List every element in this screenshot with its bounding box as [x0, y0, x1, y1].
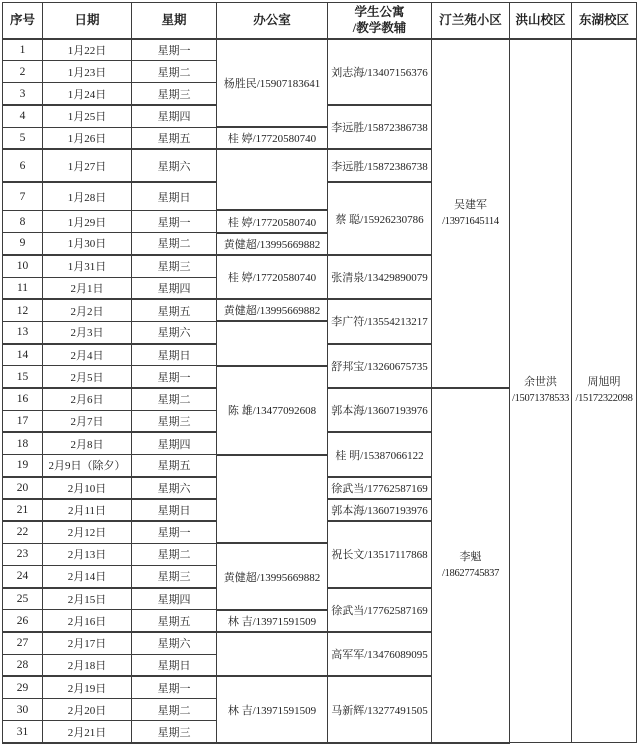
apartment-duty-cell: 徐武当/17762587169	[328, 588, 432, 632]
weekday-cell: 星期二	[132, 233, 217, 255]
duty-schedule-table	[2, 2, 637, 744]
weekday-cell: 星期三	[132, 410, 217, 432]
row-number-cell: 14	[3, 344, 43, 366]
date-cell: 2月9日（除夕）	[43, 455, 132, 477]
row-number-cell: 16	[3, 388, 43, 410]
tinglanyuan-duty-cell-phone: /13971645114	[442, 215, 499, 227]
weekday-cell: 星期二	[132, 388, 217, 410]
row-number-cell: 1	[3, 39, 43, 61]
row-number-cell: 29	[3, 676, 43, 698]
hongshan-duty-cell-phone: /15071378533	[511, 393, 570, 405]
date-cell: 2月21日	[43, 721, 132, 743]
weekday-cell: 星期六	[132, 321, 217, 343]
row-number-cell: 27	[3, 632, 43, 654]
row-number-cell: 31	[3, 721, 43, 743]
weekday-cell: 星期二	[132, 699, 217, 721]
weekday-cell: 星期二	[132, 543, 217, 565]
apartment-duty-cell: 桂 明/15387066122	[328, 432, 432, 476]
row-number-cell: 28	[3, 654, 43, 676]
weekday-cell: 星期日	[132, 182, 217, 210]
row-number-cell: 9	[3, 233, 43, 255]
col-header-hongshan: 洪山校区	[510, 3, 572, 39]
date-cell: 2月14日	[43, 565, 132, 587]
weekday-cell: 星期五	[132, 610, 217, 632]
date-cell: 2月17日	[43, 632, 132, 654]
donghu-duty-cell	[572, 39, 637, 743]
date-cell: 1月30日	[43, 233, 132, 255]
weekday-cell: 星期一	[132, 676, 217, 698]
col-header-date: 日期	[43, 3, 132, 39]
row-number-cell: 12	[3, 299, 43, 321]
weekday-cell: 星期五	[132, 127, 217, 149]
apartment-duty-cell: 李广符/13554213217	[328, 299, 432, 343]
row-number-cell: 24	[3, 565, 43, 587]
tinglanyuan-duty-cell-phone: /18627745837	[441, 567, 500, 579]
tinglanyuan-duty-cell	[432, 388, 510, 743]
office-duty-cell	[217, 149, 328, 210]
apartment-duty-cell: 郭本海/13607193976	[328, 388, 432, 432]
office-duty-cell: 黄健超/13995669882	[217, 543, 328, 610]
date-cell: 1月27日	[43, 149, 132, 182]
row-number-cell: 7	[3, 182, 43, 210]
donghu-duty-cell-phone: /15172322098	[575, 393, 633, 405]
row-number-cell: 8	[3, 210, 43, 232]
donghu-duty-cell-name: 周旭明	[587, 376, 621, 389]
weekday-cell: 星期四	[132, 432, 217, 454]
date-cell: 1月26日	[43, 127, 132, 149]
weekday-cell: 星期六	[132, 477, 217, 499]
date-cell: 2月6日	[43, 388, 132, 410]
weekday-cell: 星期五	[132, 455, 217, 477]
date-cell: 2月18日	[43, 654, 132, 676]
weekday-cell: 星期一	[132, 210, 217, 232]
office-duty-cell: 黄健超/13995669882	[217, 299, 328, 321]
date-cell: 1月24日	[43, 83, 132, 105]
weekday-cell: 星期四	[132, 277, 217, 299]
apartment-duty-cell: 祝长文/13517117868	[328, 521, 432, 588]
apartment-duty-cell: 刘志海/13407156376	[328, 39, 432, 106]
apartment-duty-cell: 李远胜/15872386738	[328, 105, 432, 149]
apartment-duty-cell: 李远胜/15872386738	[328, 149, 432, 182]
apartment-duty-cell: 张清泉/13429890079	[328, 255, 432, 299]
apartment-duty-cell: 徐武当/17762587169	[328, 477, 432, 499]
weekday-cell: 星期三	[132, 721, 217, 743]
apartment-duty-cell: 高军军/13476089095	[328, 632, 432, 676]
date-cell: 2月19日	[43, 676, 132, 698]
row-number-cell: 19	[3, 455, 43, 477]
weekday-cell: 星期日	[132, 344, 217, 366]
weekday-cell: 星期二	[132, 61, 217, 83]
hongshan-duty-cell-name: 余世洪	[524, 376, 557, 389]
office-duty-cell: 陈 雄/13477092608	[217, 366, 328, 455]
date-cell: 1月29日	[43, 210, 132, 232]
date-cell: 2月11日	[43, 499, 132, 521]
row-number-cell: 15	[3, 366, 43, 388]
col-header-serial: 序号	[3, 3, 43, 39]
weekday-cell: 星期六	[132, 632, 217, 654]
date-cell: 2月5日	[43, 366, 132, 388]
col-header-weekday: 星期	[132, 3, 217, 39]
schedule-tbody	[3, 39, 637, 743]
office-duty-cell: 林 吉/13971591509	[217, 610, 328, 632]
date-cell: 1月22日	[43, 39, 132, 61]
apartment-duty-cell: 马新辉/13277491505	[328, 676, 432, 743]
date-cell: 1月25日	[43, 105, 132, 127]
row-number-cell: 26	[3, 610, 43, 632]
date-cell: 1月28日	[43, 182, 132, 210]
date-cell: 2月20日	[43, 699, 132, 721]
date-cell: 2月16日	[43, 610, 132, 632]
date-cell: 2月1日	[43, 277, 132, 299]
weekday-cell: 星期四	[132, 105, 217, 127]
row-number-cell: 22	[3, 521, 43, 543]
row-number-cell: 6	[3, 149, 43, 182]
row-number-cell: 4	[3, 105, 43, 127]
date-cell: 2月10日	[43, 477, 132, 499]
apartment-duty-cell: 蔡 聪/15926230786	[328, 182, 432, 254]
row-number-cell: 5	[3, 127, 43, 149]
row-number-cell: 2	[3, 61, 43, 83]
weekday-cell: 星期三	[132, 83, 217, 105]
weekday-cell: 星期三	[132, 255, 217, 277]
weekday-cell: 星期日	[132, 499, 217, 521]
weekday-cell: 星期一	[132, 366, 217, 388]
date-cell: 2月12日	[43, 521, 132, 543]
row-number-cell: 17	[3, 410, 43, 432]
row-number-cell: 21	[3, 499, 43, 521]
date-cell: 2月3日	[43, 321, 132, 343]
row-number-cell: 13	[3, 321, 43, 343]
date-cell: 1月31日	[43, 255, 132, 277]
apartment-duty-cell: 郭本海/13607193976	[328, 499, 432, 521]
office-duty-cell: 杨胜民/15907183641	[217, 39, 328, 128]
weekday-cell: 星期一	[132, 521, 217, 543]
date-cell: 2月13日	[43, 543, 132, 565]
weekday-cell: 星期日	[132, 654, 217, 676]
apartment-duty-cell: 舒邦宝/13260675735	[328, 344, 432, 388]
weekday-cell: 星期六	[132, 149, 217, 182]
row-number-cell: 30	[3, 699, 43, 721]
weekday-cell: 星期五	[132, 299, 217, 321]
office-duty-cell	[217, 632, 328, 676]
col-header-donghu: 东湖校区	[572, 3, 637, 39]
hongshan-duty-cell	[510, 39, 572, 743]
weekday-cell: 星期四	[132, 588, 217, 610]
row-number-cell: 18	[3, 432, 43, 454]
weekday-cell: 星期三	[132, 565, 217, 587]
tinglanyuan-duty-cell-name: 吴建军	[454, 198, 487, 211]
date-cell: 2月7日	[43, 410, 132, 432]
tinglanyuan-duty-cell	[432, 39, 510, 388]
weekday-cell: 星期一	[132, 39, 217, 61]
col-header-tinglanyuan: 汀兰苑小区	[432, 3, 510, 39]
col-header-apartment: 学生公寓 /教学教辅	[328, 3, 432, 39]
date-cell: 2月4日	[43, 344, 132, 366]
date-cell: 1月23日	[43, 61, 132, 83]
schedule-row	[3, 39, 637, 61]
office-duty-cell: 桂 婷/17720580740	[217, 127, 328, 149]
row-number-cell: 20	[3, 477, 43, 499]
header-row	[3, 3, 637, 39]
office-duty-cell: 林 吉/13971591509	[217, 676, 328, 743]
date-cell: 2月2日	[43, 299, 132, 321]
row-number-cell: 23	[3, 543, 43, 565]
col-header-office: 办公室	[217, 3, 328, 39]
office-duty-cell: 黄健超/13995669882	[217, 233, 328, 255]
office-duty-cell	[217, 455, 328, 544]
row-number-cell: 3	[3, 83, 43, 105]
office-duty-cell	[217, 321, 328, 365]
date-cell: 2月8日	[43, 432, 132, 454]
tinglanyuan-duty-cell-name: 李魁	[459, 550, 482, 563]
row-number-cell: 11	[3, 277, 43, 299]
office-duty-cell: 桂 婷/17720580740	[217, 210, 328, 232]
row-number-cell: 10	[3, 255, 43, 277]
date-cell: 2月15日	[43, 588, 132, 610]
row-number-cell: 25	[3, 588, 43, 610]
office-duty-cell: 桂 婷/17720580740	[217, 255, 328, 299]
